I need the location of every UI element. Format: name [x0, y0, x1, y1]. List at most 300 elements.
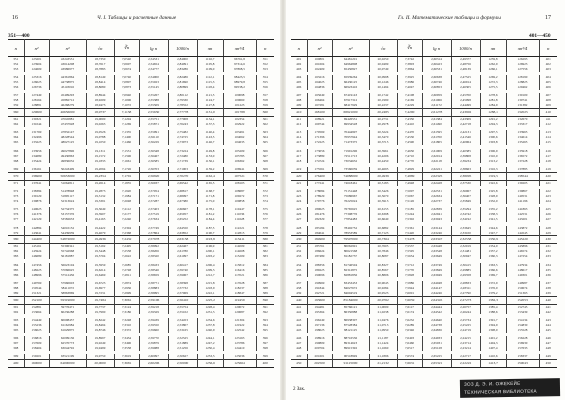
- table-cell: 20,8567: [369, 268, 397, 273]
- table-cell: 395: [262, 327, 268, 332]
- table-cell: 7,3558: [114, 346, 139, 351]
- table-cell: 151321: [24, 291, 49, 296]
- table-cell: 2,23214: [451, 346, 480, 351]
- table-cell: 447: [291, 341, 307, 346]
- table-cell: 138384: [24, 189, 49, 194]
- left-table-header: [8, 40, 274, 57]
- table-cell: 361: [262, 117, 268, 122]
- table-cell: 2,55102: [168, 310, 197, 315]
- table-cell: 7,4410: [397, 122, 422, 127]
- table-cell: 7,4108: [397, 93, 422, 98]
- column-header: √n: [86, 40, 114, 57]
- table-cell: 406: [545, 85, 551, 90]
- table-cell: 2,84091: [168, 62, 197, 67]
- table-cell: 128825: [506, 80, 539, 85]
- table-cell: 142129: [24, 217, 49, 222]
- table-cell: 7,2622: [114, 254, 139, 259]
- table-cell: 134614: [506, 135, 539, 140]
- table-cell: 398: [8, 346, 24, 351]
- table-cell: 411: [545, 117, 551, 122]
- table-cell: 140531: [506, 194, 539, 199]
- table-cell: 2,57054: [139, 189, 168, 194]
- table-cell: 2,55267: [139, 93, 168, 98]
- table-cell: 404: [545, 75, 551, 80]
- table-cell: 19,5704: [86, 254, 114, 259]
- table-cell: 1253,5: [197, 354, 223, 359]
- table-cell: 19,1833: [86, 159, 114, 164]
- table-cell: 144545: [506, 231, 539, 236]
- library-stamp: [460, 378, 560, 398]
- table-cell: 2,62325: [422, 172, 451, 180]
- table-cell: 2,45700: [451, 93, 480, 98]
- table-cell: 367: [262, 153, 268, 158]
- table-cell: 132670: [506, 117, 539, 122]
- table-cell: 7,5828: [397, 273, 422, 278]
- table-cell: 433: [545, 254, 551, 259]
- table-cell: 1284,9: [480, 103, 506, 108]
- table-cell: 2,61805: [422, 140, 451, 145]
- table-cell: 69426531: [332, 117, 369, 122]
- table-cell: 378: [8, 226, 24, 231]
- table-cell: 20,7364: [369, 236, 397, 244]
- table-cell: 110447: [223, 207, 256, 212]
- table-cell: 1376,0: [480, 286, 506, 291]
- table-cell: 448: [291, 346, 307, 351]
- table-cell: 396: [262, 336, 268, 341]
- table-cell: 20,6882: [369, 226, 397, 231]
- table-cell: 1171,8: [197, 194, 223, 199]
- table-cell: 7,5126: [397, 199, 422, 204]
- table-cell: 1372,9: [480, 281, 506, 286]
- table-cell: 439: [545, 290, 551, 295]
- table-cell: 19,3907: [86, 212, 114, 217]
- table-cell: 7,2936: [114, 286, 139, 291]
- table-cell: 18,7350: [86, 57, 114, 62]
- table-cell: 147254: [506, 254, 539, 259]
- table-cell: 58411072: [49, 286, 86, 291]
- table-cell: 390: [8, 296, 24, 304]
- table-cell: 2,65252: [168, 217, 197, 222]
- table-cell: 197136: [307, 323, 332, 328]
- table-cell: 7,5302: [397, 217, 422, 222]
- table-cell: 52734375: [49, 207, 86, 212]
- table-cell: 123163: [223, 336, 256, 341]
- table-cell: 139205: [506, 180, 539, 185]
- table-cell: 1127,8: [197, 103, 223, 108]
- table-cell: 2,51256: [168, 346, 197, 351]
- table-cell: 101788: [223, 109, 256, 117]
- table-cell: 97868,5: [223, 67, 256, 72]
- table-cell: 7,6289: [397, 323, 422, 328]
- table-cell: 2,62839: [422, 207, 451, 212]
- table-cell: 100098: [223, 93, 256, 98]
- table-cell: 1325,8: [480, 189, 506, 194]
- table-cell: 2,63448: [422, 244, 451, 249]
- table-cell: 21,1424: [369, 341, 397, 346]
- table-cell: 428: [545, 225, 551, 230]
- table-cell: 2,64550: [168, 226, 197, 231]
- table-cell: 7,5712: [397, 263, 422, 268]
- table-cell: 386: [262, 272, 268, 277]
- table-cell: 2,64542: [422, 310, 451, 315]
- table-cell: 2,48139: [451, 67, 480, 72]
- table-cell: 136161: [24, 167, 49, 172]
- table-cell: 19,8242: [86, 318, 114, 323]
- table-cell: 7,0873: [114, 85, 139, 90]
- table-cell: 2,61172: [422, 103, 451, 108]
- table-cell: 62570773: [49, 341, 86, 346]
- table-cell: 2,73973: [168, 140, 197, 145]
- table-cell: 416: [545, 148, 551, 153]
- table-cell: 1203,2: [197, 254, 223, 259]
- table-cell: 2,57978: [139, 236, 168, 244]
- table-cell: 141196: [506, 199, 539, 204]
- table-cell: 147456: [24, 263, 49, 268]
- table-cell: 359: [8, 103, 24, 108]
- table-cell: 75151448: [332, 189, 369, 194]
- table-cell: 430: [539, 236, 557, 244]
- table-cell: 382: [262, 249, 268, 254]
- table-cell: 376: [262, 212, 268, 217]
- table-cell: 1288,1: [480, 109, 506, 117]
- table-cell: 1231,5: [197, 310, 223, 315]
- table-cell: 1209,5: [197, 268, 223, 273]
- table-cell: 57960603: [49, 281, 86, 286]
- table-cell: 1190,7: [197, 231, 223, 236]
- table-cell: 444: [545, 322, 551, 327]
- table-cell: 413: [291, 130, 307, 135]
- table-cell: 156930: [506, 341, 539, 346]
- table-cell: 2,74725: [168, 135, 197, 140]
- table-cell: 143872: [506, 226, 539, 231]
- right-table-body: [291, 57, 557, 368]
- table-cell: 2,38095: [451, 172, 480, 180]
- table-cell: 198025: [307, 328, 332, 333]
- table-cell: 2,58206: [139, 249, 168, 254]
- table-cell: 53157376: [49, 212, 86, 217]
- table-cell: 178929: [307, 194, 332, 199]
- table-cell: 130321: [24, 117, 49, 122]
- table-cell: 389: [262, 290, 268, 295]
- table-cell: 391: [8, 304, 24, 309]
- table-row: [291, 172, 557, 180]
- table-cell: 115812: [223, 263, 256, 268]
- table-cell: 164836: [307, 85, 332, 90]
- table-cell: 2,56348: [139, 149, 168, 154]
- table-cell: 428: [291, 226, 307, 231]
- table-cell: 146689: [24, 254, 49, 259]
- table-cell: 189225: [307, 268, 332, 273]
- table-cell: 7,6346: [397, 328, 422, 333]
- table-cell: 2,37530: [451, 180, 480, 185]
- table-cell: 105209: [223, 149, 256, 154]
- table-cell: 107521: [223, 172, 256, 180]
- table-cell: 193600: [307, 296, 332, 304]
- table-cell: 20,5183: [369, 180, 397, 185]
- column-header: n: [8, 40, 24, 57]
- table-cell: 7,2685: [114, 263, 139, 268]
- table-row: [8, 109, 274, 117]
- table-cell: 7,3248: [114, 318, 139, 323]
- table-cell: 355: [262, 80, 268, 85]
- table-cell: 1281,8: [480, 98, 506, 103]
- table-cell: 54439939: [49, 231, 86, 236]
- table-cell: 2,27273: [451, 296, 480, 304]
- table-cell: 436: [291, 273, 307, 278]
- table-cell: 21,0713: [369, 323, 397, 328]
- table-cell: 404: [291, 75, 307, 80]
- table-cell: 111628: [223, 217, 256, 222]
- table-cell: 2,64640: [422, 318, 451, 323]
- table-cell: 2,68817: [168, 189, 197, 194]
- table-cell: 7,4889: [397, 172, 422, 180]
- table-cell: 1350,9: [480, 236, 506, 244]
- table-cell: 376: [8, 212, 24, 217]
- table-cell: 370: [8, 172, 24, 180]
- table-cell: 1200,1: [197, 249, 223, 254]
- table-cell: 144400: [24, 236, 49, 244]
- table-cell: 51478848: [49, 189, 86, 194]
- table-cell: 169744: [307, 122, 332, 127]
- table-cell: 1215,8: [197, 281, 223, 286]
- table-cell: 2,65225: [422, 354, 451, 359]
- table-cell: 20,1990: [369, 98, 397, 103]
- table-cell: 101223: [223, 103, 256, 108]
- table-cell: 56623104: [49, 263, 86, 268]
- table-cell: 1134,1: [197, 117, 223, 122]
- table-cell: 1247,2: [197, 341, 223, 346]
- table-cell: 2,64933: [422, 336, 451, 341]
- table-cell: 80062991: [332, 244, 369, 249]
- table-cell: 66430125: [332, 80, 369, 85]
- table-cell: 19,3649: [86, 207, 114, 212]
- table-cell: 7,1791: [114, 172, 139, 180]
- table-cell: 120687: [223, 310, 256, 315]
- table-cell: 362: [262, 122, 268, 127]
- table-cell: 1382,3: [480, 296, 506, 304]
- table-cell: 71473375: [332, 140, 369, 145]
- table-cell: 380: [8, 236, 24, 244]
- table-cell: 70444997: [332, 130, 369, 135]
- table-cell: 385: [8, 268, 24, 273]
- table-cell: 2,23714: [451, 341, 480, 346]
- table-cell: 102354: [223, 117, 256, 122]
- table-cell: 96761,8: [223, 57, 256, 62]
- table-cell: 397: [262, 341, 268, 346]
- table-row: [8, 360, 274, 368]
- table-cell: 374: [262, 199, 268, 204]
- table-cell: 71991296: [332, 149, 369, 154]
- table-cell: 19,9750: [86, 354, 114, 359]
- table-cell: 2,65031: [422, 341, 451, 346]
- table-cell: 1269,2: [480, 75, 506, 80]
- table-cell: 1175,0: [197, 199, 223, 204]
- table-cell: 381: [262, 244, 268, 249]
- table-cell: 7,3496: [114, 341, 139, 346]
- table-cell: 387: [262, 280, 268, 285]
- table-cell: 106941: [223, 167, 256, 172]
- table-cell: 56181887: [49, 254, 86, 259]
- table-cell: 2,36407: [451, 194, 480, 199]
- table-cell: 388: [8, 286, 24, 291]
- table-cell: 372: [8, 189, 24, 194]
- table-cell: 366: [262, 148, 268, 153]
- table-cell: 7,4229: [397, 103, 422, 108]
- table-cell: 7,2874: [114, 281, 139, 286]
- table-cell: 1240,9: [197, 328, 223, 333]
- table-cell: 7,1006: [114, 98, 139, 103]
- table-cell: 2,47525: [451, 75, 480, 80]
- table-cell: 2,61278: [422, 109, 451, 117]
- table-cell: 19,0526: [86, 130, 114, 135]
- table-cell: 356: [8, 85, 24, 90]
- table-cell: 7,3803: [397, 62, 422, 67]
- table-cell: 195364: [307, 310, 332, 315]
- table-cell: 1137,3: [197, 122, 223, 127]
- table-cell: 123904: [24, 62, 49, 67]
- table-cell: 2,57732: [168, 286, 197, 291]
- table-cell: 146574: [506, 249, 539, 254]
- table-cell: 2,63949: [422, 273, 451, 278]
- table-cell: 2,79330: [168, 98, 197, 103]
- table-cell: 2,43902: [451, 109, 480, 117]
- table-cell: 185761: [307, 244, 332, 249]
- table-cell: 396: [8, 336, 24, 341]
- table-cell: 2,55630: [139, 109, 168, 117]
- table-cell: 156025: [24, 328, 49, 333]
- table-cell: 52313624: [49, 199, 86, 204]
- table-cell: 2,49377: [451, 57, 480, 62]
- table-cell: 2,56467: [139, 154, 168, 159]
- table-cell: 2,27790: [451, 291, 480, 296]
- table-cell: 2,78552: [168, 103, 197, 108]
- table-cell: 435: [545, 267, 551, 272]
- table-cell: 1266,1: [480, 67, 506, 72]
- table-cell: 393: [8, 318, 24, 323]
- table-cell: 97314,6: [223, 62, 256, 67]
- table-cell: 1347,7: [480, 231, 506, 236]
- table-cell: 60698457: [49, 318, 86, 323]
- table-cell: 374: [8, 199, 24, 204]
- table-cell: 7,5420: [397, 231, 422, 236]
- table-cell: 358: [8, 98, 24, 103]
- table-cell: 202500: [307, 360, 332, 368]
- table-cell: 2,60097: [139, 354, 168, 359]
- left-math-table: [8, 39, 274, 368]
- table-cell: 1332,0: [480, 199, 506, 204]
- table-cell: 72511713: [332, 154, 369, 159]
- table-cell: 7,1204: [114, 117, 139, 122]
- table-cell: 20,0749: [369, 67, 397, 72]
- table-cell: 2,63043: [422, 217, 451, 222]
- table-cell: 401: [291, 57, 307, 62]
- table-cell: 368: [8, 159, 24, 164]
- table-cell: 7,4650: [397, 149, 422, 154]
- table-cell: 18,7617: [86, 62, 114, 67]
- table-cell: 401: [545, 57, 551, 61]
- left-running-title: Ч. I. Таблицы и расчетные данные: [97, 15, 177, 21]
- table-cell: 2,42718: [451, 122, 480, 127]
- table-cell: 2,64246: [422, 291, 451, 296]
- table-cell: 19,9499: [86, 346, 114, 351]
- table-cell: 160801: [307, 57, 332, 62]
- table-cell: 2,61909: [422, 149, 451, 154]
- table-cell: 402: [291, 62, 307, 67]
- table-cell: 49430863: [49, 154, 86, 159]
- table-cell: 7,4470: [397, 130, 422, 135]
- table-cell: 135265: [506, 140, 539, 145]
- table-cell: 89915392: [332, 346, 369, 351]
- table-cell: 66923416: [332, 85, 369, 90]
- table-cell: 113411: [223, 236, 256, 244]
- table-cell: 2,84900: [168, 57, 197, 62]
- table-cell: 356: [262, 85, 268, 90]
- table-cell: 2,58092: [139, 244, 168, 249]
- table-cell: 2,35849: [451, 199, 480, 204]
- table-cell: 21,0000: [369, 304, 397, 309]
- table-cell: 425: [545, 207, 551, 212]
- table-cell: 7,4590: [397, 140, 422, 145]
- table-cell: 7,3864: [397, 67, 422, 72]
- table-cell: 123786: [223, 341, 256, 346]
- table-cell: 2,55871: [139, 122, 168, 127]
- table-cell: 7,6232: [397, 318, 422, 323]
- table-cell: 178084: [307, 189, 332, 194]
- table-cell: 2,29358: [451, 273, 480, 278]
- table-cell: 417: [291, 154, 307, 159]
- table-cell: 363: [8, 130, 24, 135]
- table-cell: 7,6460: [397, 341, 422, 346]
- table-cell: 176400: [307, 172, 332, 180]
- table-cell: 1250,4: [197, 346, 223, 351]
- table-cell: 164025: [307, 80, 332, 85]
- table-cell: 20,9284: [369, 286, 397, 291]
- table-cell: 439: [291, 291, 307, 296]
- table-cell: 19,1572: [86, 154, 114, 159]
- table-cell: 1366,6: [480, 268, 506, 273]
- table-cell: 20,0499: [369, 62, 397, 67]
- table-cell: 148617: [506, 268, 539, 273]
- table-cell: 1294,3: [480, 122, 506, 127]
- table-cell: 145896: [506, 244, 539, 249]
- table-cell: 68417929: [332, 103, 369, 108]
- table-cell: 2,40964: [451, 140, 480, 145]
- table-cell: 118237: [223, 286, 256, 291]
- table-cell: 406: [291, 85, 307, 90]
- table-cell: 2,56110: [139, 135, 168, 140]
- table-cell: 1338,3: [480, 212, 506, 217]
- table-cell: 7,1596: [114, 154, 139, 159]
- table-cell: 2,46305: [451, 85, 480, 90]
- table-cell: 108687: [223, 189, 256, 194]
- table-cell: 108103: [223, 180, 256, 185]
- table-cell: 2,61384: [422, 117, 451, 122]
- table-cell: 134689: [24, 154, 49, 159]
- table-cell: 2,34742: [451, 212, 480, 217]
- table-cell: 154449: [24, 318, 49, 323]
- table-cell: 133965: [506, 130, 539, 135]
- table-cell: 47437928: [49, 122, 86, 127]
- table-cell: 191844: [307, 286, 332, 291]
- table-cell: 159043: [506, 360, 539, 368]
- table-cell: 1328,9: [480, 194, 506, 199]
- table-cell: 365: [8, 140, 24, 145]
- table-cell: 2,62118: [422, 159, 451, 164]
- table-cell: 394: [8, 323, 24, 328]
- table-cell: 2,35294: [451, 207, 480, 212]
- table-cell: 351: [262, 57, 268, 61]
- table-cell: 126736: [24, 85, 49, 90]
